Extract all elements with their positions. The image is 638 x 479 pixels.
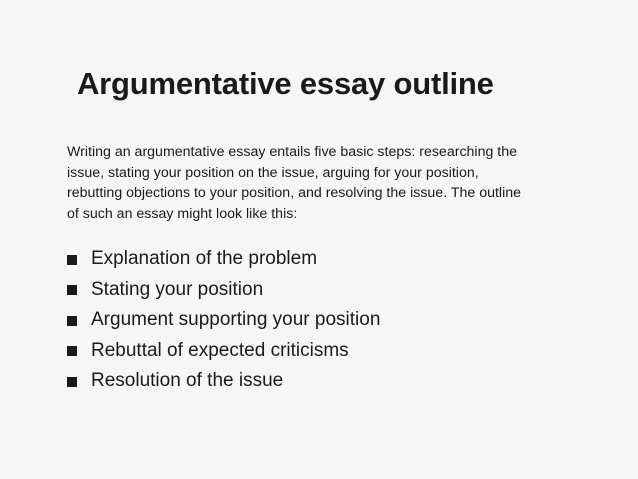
list-item-text: Rebuttal of expected criticisms [91,339,349,361]
square-bullet-icon [67,377,77,387]
list-item [67,366,380,397]
list-item [67,244,380,275]
list-item-text: Stating your position [91,278,264,300]
list-item [67,305,380,336]
intro-line: rebutting objections to your position, and resolving the issue. The outline [67,185,522,201]
list-item [67,275,380,306]
list-item [67,336,380,367]
slide-title: Argumentative essay outline [77,66,494,101]
square-bullet-icon [67,285,77,295]
list-item-text: Explanation of the problem [91,248,318,270]
intro-paragraph [67,142,557,224]
square-bullet-icon [67,346,77,356]
list-item-text: Argument supporting your position [91,309,381,331]
list-item-text: Resolution of the issue [91,370,284,392]
intro-line: issue, stating your position on the issue, arguing for your position, [67,164,479,181]
square-bullet-icon [67,255,77,265]
square-bullet-icon [67,316,77,326]
intro-line: of such an essay might look like this: [67,205,298,222]
intro-line: Writing an argumentative essay entails five basic steps: researching the [67,144,518,160]
outline-list [67,244,380,397]
